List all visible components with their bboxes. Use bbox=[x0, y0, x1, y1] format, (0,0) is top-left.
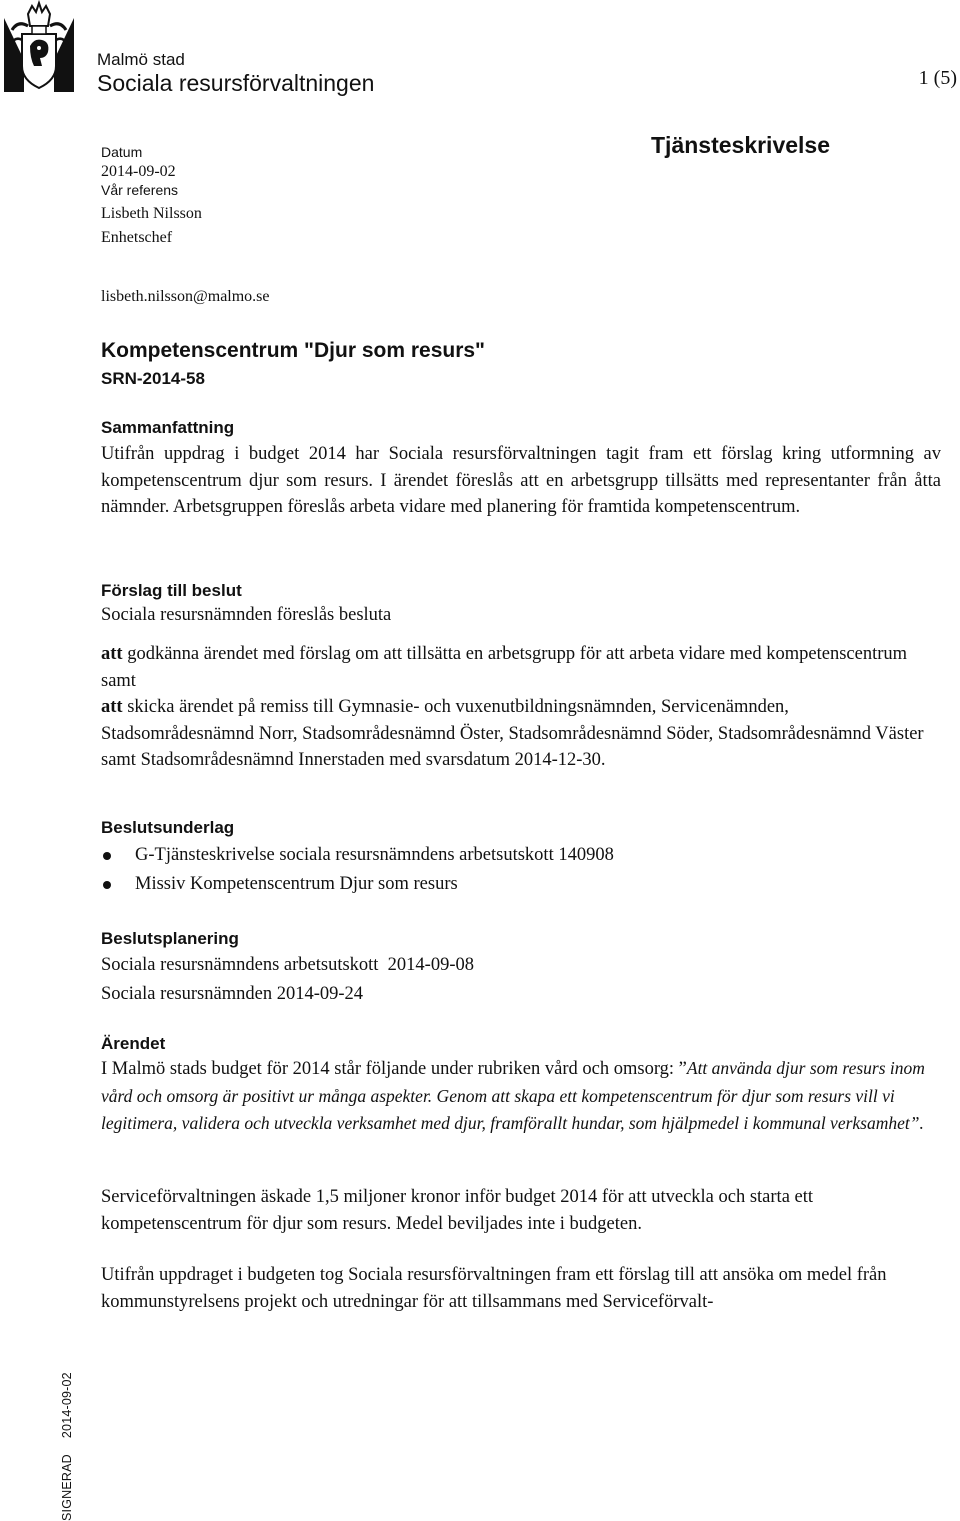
section-heading-beslutsplanering: Beslutsplanering bbox=[101, 929, 239, 948]
proposal-body bbox=[101, 641, 943, 774]
author-name: Lisbeth Nilsson bbox=[101, 205, 202, 222]
proposal-text: skicka ärendet på remiss till Gymnasie- och vuxenutbildningsnämnden, Servicenämnden, Stadsområdesnämnd Norr, Stadsområdesnämnd Öster, Stadsområdesnämnd Söder, Stadsområdesnämnd Väster samt Stadsområdesnämnd Innerstaden med svarsdatum 2014-12-30. bbox=[101, 697, 924, 770]
planning-line: Sociala resursnämnden 2014-09-24 bbox=[101, 984, 364, 1004]
planning-line: Sociala resursnämndens arbetsutskott 2014-09-08 bbox=[101, 955, 475, 975]
section-heading-forslag: Förslag till beslut bbox=[101, 581, 242, 600]
document-type: Tjänsteskrivelse bbox=[651, 132, 831, 158]
date-label: Datum bbox=[101, 144, 143, 160]
section-heading-beslutsunderlag: Beslutsunderlag bbox=[101, 818, 235, 837]
section-heading-sammanfattning: Sammanfattning bbox=[101, 418, 235, 437]
list-item bbox=[101, 870, 614, 899]
attachment-list bbox=[101, 841, 614, 899]
document-meta bbox=[101, 140, 202, 250]
page-title: Kompetenscentrum "Djur som resurs" bbox=[101, 339, 486, 362]
proposal-intro: Sociala resursnämnden föreslås besluta bbox=[101, 605, 392, 625]
case-text: I Malmö stads budget för 2014 står följande under rubriken vård och omsorg: ” bbox=[101, 1059, 687, 1079]
department-name: Sociala resursförvaltningen bbox=[97, 70, 375, 96]
section-heading-arendet: Ärendet bbox=[101, 1034, 166, 1053]
proposal-text: godkänna ärendet med förslag om att tillsätta en arbetsgrupp för att arbeta vidare med kompetenscentrum samt bbox=[101, 644, 908, 691]
bullet-icon bbox=[103, 852, 111, 860]
summary-paragraph: Utifrån uppdrag i budget 2014 har Sociala resursförvaltningen tagit fram ett förslag kring utformning av kompetenscentrum djur som resurs. I ärendet föreslås att en arbetsgrupp tillsätts med representanter från åtta nämnder. Arbetsgruppen föreslås arbeta vidare med planering för framtida kompetenscentrum. bbox=[101, 444, 941, 517]
author-role: Enhetschef bbox=[101, 229, 173, 246]
malmo-coat-of-arms-icon bbox=[2, 0, 76, 92]
case-number: SRN-2014-58 bbox=[101, 369, 205, 388]
signed-stamp bbox=[60, 1356, 74, 1521]
case-paragraph: Utifrån uppdraget i budgeten tog Sociala resursförvaltningen fram ett förslag till att ansöka om medel från kommunstyrelsens projekt och utredningar för att tillsammans med Serviceförvalt- bbox=[101, 1265, 887, 1312]
proposal-item bbox=[101, 694, 943, 774]
attachment-title: G-Tjänsteskrivelse sociala resursnämndens arbetsutskott 140908 bbox=[135, 845, 614, 865]
case-paragraph bbox=[101, 1055, 951, 1138]
date-value: 2014-09-02 bbox=[101, 163, 176, 180]
budget-quote: Att använda djur som resurs inom vård och omsorg är positivt ur många aspekter. Genom att skapa ett kompetenscentrum för djur som resurs vill vi legitimera, validera och utveckla verksamhet med djur, framförallt hundar, som hjälpmedel i kommunal verksamhet”. bbox=[101, 1058, 925, 1133]
signed-date: 2014-09-02 bbox=[60, 1372, 74, 1439]
bullet-icon bbox=[103, 881, 111, 889]
proposal-item bbox=[101, 641, 943, 694]
signed-label: SIGNERAD bbox=[60, 1454, 74, 1521]
attachment-title: Missiv Kompetenscentrum Djur som resurs bbox=[135, 874, 458, 894]
decision-planning bbox=[101, 951, 474, 1009]
case-paragraph: Serviceförvaltningen äskade 1,5 miljoner kronor inför budget 2014 för att utveckla och starta ett kompetenscentrum för djur som resurs. Medel beviljades inte i budgeten. bbox=[101, 1187, 814, 1234]
att-keyword: att bbox=[101, 697, 123, 717]
page-number: 1 (5) bbox=[918, 67, 957, 89]
organization-name: Malmö stad bbox=[97, 50, 185, 69]
list-item bbox=[101, 841, 614, 870]
reference-label: Vår referens bbox=[101, 182, 179, 198]
att-keyword: att bbox=[101, 644, 123, 664]
author-email: lisbeth.nilsson@malmo.se bbox=[101, 288, 270, 305]
